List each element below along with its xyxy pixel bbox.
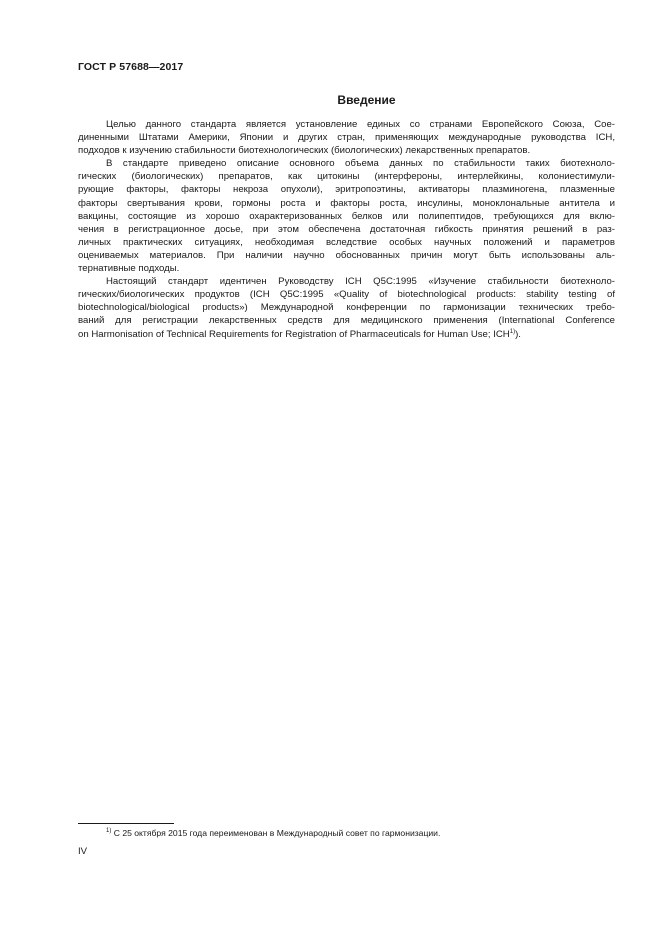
paragraph-1-line-2: диненными Штатами Америки, Японии и других стран, применяющих международные руководства ICH, (78, 132, 615, 144)
paragraph-3-tail: ). (515, 328, 521, 340)
paragraph-3-line-5 (78, 328, 615, 341)
paragraph-2-line-4: факторы свертывания крови, гормоны роста и факторы роста, инсулины, моноклональные антитела и (78, 197, 615, 209)
paragraph-2-line-7: личных практических ситуациях, необходимая вследствие особых научных положений и параметров (78, 236, 615, 248)
footnote-reference[interactable]: 1) (509, 328, 516, 335)
paragraph-2-line-3: рующие факторы, факторы некроза опухоли), эритропоэтины, активаторы плазминогена, плазменные (78, 184, 615, 196)
page-number: IV (78, 846, 88, 857)
paragraph-2-line-6: чения в регистрационное досье, при этом обеспечена достаточная гибкость принятия решений в раз- (78, 223, 615, 235)
paragraph-1-line-3: подходов к изучению стабильности биотехнологических (биологических) лекарственных препаратов. (78, 145, 531, 157)
footnote-divider (78, 823, 174, 824)
footnote-text: С 25 октября 2015 года переименован в Международный совет по гармонизации. (111, 828, 441, 838)
paragraph-3-line-4: ваний для регистрации лекарственных средств для медицинского применения (International Conference (78, 315, 615, 327)
paragraph-3-line-3: biotechnological/biological products») Международной конференции по гармонизации технических требо- (78, 302, 615, 314)
paragraph-2-line-1: В стандарте приведено описание основного объема данных по стабильности таких биотехноло- (106, 158, 615, 170)
paragraph-3-line-2: гических/биологических продуктов (ICH Q5C:1995 «Quality of biotechnological products: stability testing of (78, 289, 615, 301)
section-title: Введение (337, 93, 396, 107)
paragraph-3-line-5-text: on Harmonisation of Technical Requirements for Registration of Pharmaceuticals for Human Use; ICH (78, 328, 510, 340)
paragraph-3-line-1: Настоящий стандарт идентичен Руководству ICH Q5C:1995 «Изучение стабильности биотехноло- (106, 276, 615, 288)
footnote-marker: 1) (106, 828, 112, 834)
footnote (106, 828, 440, 839)
paragraph-1-line-1: Целью данного стандарта является установление единых со странами Европейского Союза, Сое- (106, 119, 615, 130)
paragraph-2-line-5: вакцины, состоящие из хорошо охарактеризованных белков или полипептидов, требующихся для вклю- (78, 210, 615, 222)
paragraph-2-line-9: тернативные подходы. (78, 263, 180, 275)
body-text (78, 118, 615, 341)
paragraph-2-line-8: оцениваемых материалов. При наличии научно обоснованных причин могут быть использованы аль- (78, 249, 615, 261)
document-code: ГОСТ Р 57688—2017 (78, 61, 184, 73)
paragraph-2-line-2: гических (биологических) препаратов, как цитокины (интерфероны, интерлейкины, колониестимули- (78, 171, 615, 183)
